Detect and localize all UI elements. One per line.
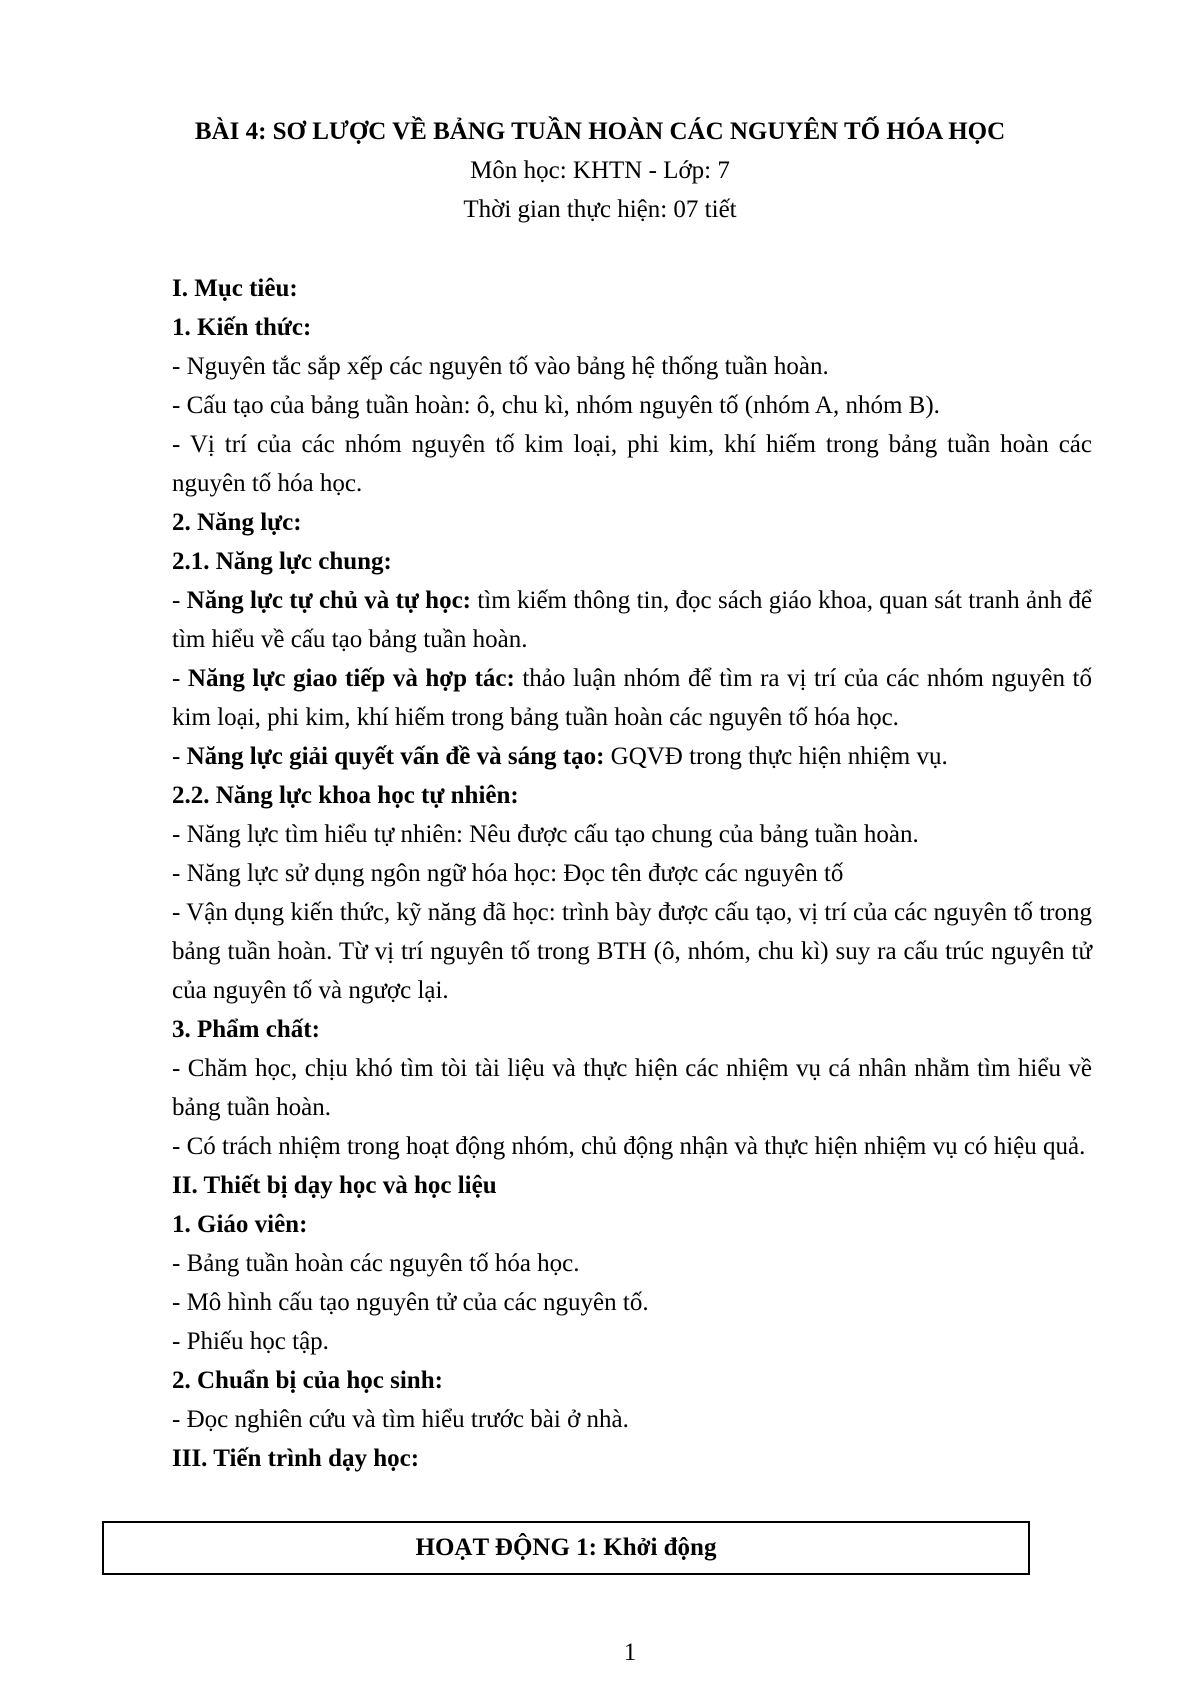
subheading-students: 2. Chuẩn bị của học sinh: xyxy=(172,1367,443,1394)
competence-label: Năng lực giao tiếp và hợp tác: xyxy=(187,665,515,692)
competence-text: tìm kiếm thông tin, đọc sách giáo khoa, quan sát tranh ảnh để tìm hiểu về cấu tạo bảng tuần hoàn. xyxy=(172,587,1093,653)
teacher-item: - Phiếu học tập. xyxy=(172,1328,329,1355)
competence-text: GQVĐ trong thực hiện nhiệm vụ. xyxy=(604,743,948,770)
competence-label: Năng lực giải quyết vấn đề và sáng tạo: xyxy=(186,743,605,770)
section-heading-objectives: I. Mục tiêu: xyxy=(172,275,298,302)
section-heading-equipment: II. Thiết bị dạy học và học liệu xyxy=(172,1172,497,1199)
subheading-qualities: 3. Phẩm chất: xyxy=(172,1016,320,1043)
activity-title: HOẠT ĐỘNG 1: Khởi động xyxy=(415,1534,717,1561)
subheading-competence: 2. Năng lực: xyxy=(172,509,302,536)
page-number: 1 xyxy=(623,1639,637,1666)
general-competence-item xyxy=(172,581,1092,659)
competence-text: thảo luận nhóm để tìm ra vị trí của các nhóm nguyên tố kim loại, phi kim, khí hiếm trong bảng tuần hoàn các nguyên tố hóa học. xyxy=(172,665,1092,731)
knowledge-item: - Vị trí của các nhóm nguyên tố kim loại, phi kim, khí hiếm trong bảng tuần hoàn các nguyên tố hóa học. xyxy=(172,431,1092,497)
item-prefix: - xyxy=(172,743,187,770)
subheading-teacher: 1. Giáo viên: xyxy=(172,1211,308,1238)
subheading-general-competence: 2.1. Năng lực chung: xyxy=(172,548,392,575)
student-item: - Đọc nghiên cứu và tìm hiểu trước bài ở nhà. xyxy=(172,1406,629,1433)
subheading-science-competence: 2.2. Năng lực khoa học tự nhiên: xyxy=(172,782,519,809)
lesson-title: BÀI 4: SƠ LƯỢC VỀ BẢNG TUẦN HOÀN CÁC NGUYÊN TỐ HÓA HỌC xyxy=(194,118,1006,145)
quality-item: - Chăm học, chịu khó tìm tòi tài liệu và thực hiện các nhiệm vụ cá nhân nhằm tìm hiểu về bảng tuần hoàn. xyxy=(172,1055,1092,1121)
item-prefix: - xyxy=(172,665,188,692)
general-competence-item xyxy=(172,737,1092,776)
competence-label: Năng lực tự chủ và tự học: xyxy=(186,587,472,614)
document-body xyxy=(172,269,1092,1478)
item-prefix: - xyxy=(172,587,187,614)
teacher-item: - Bảng tuần hoàn các nguyên tố hóa học. xyxy=(172,1250,580,1277)
activity-box xyxy=(102,1521,1030,1575)
science-competence-item: - Năng lực sử dụng ngôn ngữ hóa học: Đọc tên được các nguyên tố xyxy=(172,860,844,887)
quality-item: - Có trách nhiệm trong hoạt động nhóm, chủ động nhận và thực hiện nhiệm vụ có hiệu quả. xyxy=(172,1133,1086,1160)
subject-line: Môn học: KHTN - Lớp: 7 xyxy=(470,157,730,184)
teacher-item: - Mô hình cấu tạo nguyên tử của các nguyên tố. xyxy=(172,1289,649,1316)
knowledge-item: - Cấu tạo của bảng tuần hoàn: ô, chu kì, nhóm nguyên tố (nhóm A, nhóm B). xyxy=(172,392,940,419)
knowledge-item: - Nguyên tắc sắp xếp các nguyên tố vào bảng hệ thống tuần hoàn. xyxy=(172,353,829,380)
general-competence-item xyxy=(172,659,1092,737)
subheading-knowledge: 1. Kiến thức: xyxy=(172,314,312,341)
science-competence-item: - Năng lực tìm hiểu tự nhiên: Nêu được cấu tạo chung của bảng tuần hoàn. xyxy=(172,821,919,848)
duration-line: Thời gian thực hiện: 07 tiết xyxy=(463,196,737,223)
section-heading-procedure: III. Tiến trình dạy học: xyxy=(172,1445,420,1472)
science-competence-item: - Vận dụng kiến thức, kỹ năng đã học: trình bày được cấu tạo, vị trí của các nguyên tố trong bảng tuần hoàn. Từ vị trí nguyên tố trong BTH (ô, nhóm, chu kì) suy ra cấu trúc nguyên tử của nguyên tố và ngược lại. xyxy=(172,899,1092,1004)
